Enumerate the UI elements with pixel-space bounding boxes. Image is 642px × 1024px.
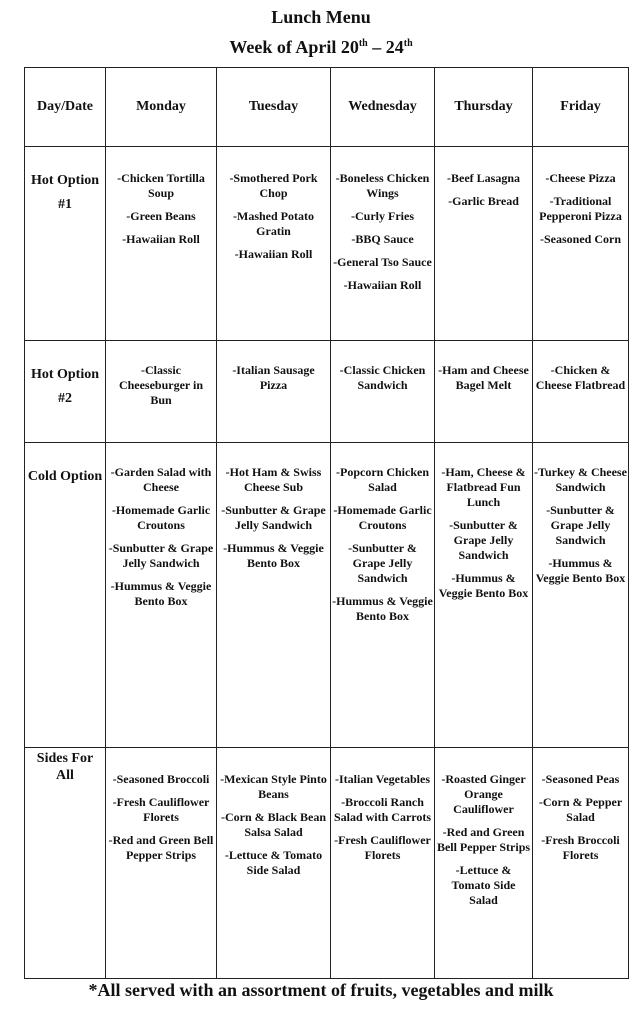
menu-item-list bbox=[217, 147, 330, 262]
menu-item: -Ham and Cheese Bagel Melt bbox=[438, 363, 529, 392]
menu-item-list bbox=[331, 147, 434, 293]
menu-item: -Garden Salad with Cheese bbox=[110, 465, 212, 494]
menu-item: -Cheese Pizza bbox=[545, 171, 616, 185]
menu-item-list bbox=[331, 748, 434, 863]
column-header-friday: Friday bbox=[533, 68, 629, 147]
row-label-line: Cold Option bbox=[27, 469, 103, 484]
row-cold-option bbox=[25, 443, 629, 748]
menu-cell-friday bbox=[533, 443, 629, 748]
menu-cell-thursday bbox=[435, 443, 533, 748]
menu-item: -Fresh Cauliflower Florets bbox=[112, 795, 210, 824]
lunch-menu-table bbox=[24, 67, 629, 979]
menu-item: -Sunbutter & Grape Jelly Sandwich bbox=[108, 541, 214, 570]
menu-item: -Hawaiian Roll bbox=[234, 247, 313, 261]
menu-item-list bbox=[106, 147, 216, 247]
menu-cell-wednesday bbox=[331, 443, 435, 748]
menu-item: -Italian Vegetables bbox=[334, 772, 430, 786]
menu-item: -General Tso Sauce bbox=[333, 255, 432, 269]
menu-item: -Hummus & Veggie Bento Box bbox=[438, 571, 529, 600]
menu-cell-wednesday bbox=[331, 147, 435, 341]
menu-cell-thursday bbox=[435, 748, 533, 979]
column-header-thursday: Thursday bbox=[435, 68, 533, 147]
column-header-monday: Monday bbox=[106, 68, 217, 147]
menu-item: -Beef Lasagna bbox=[447, 171, 520, 185]
menu-item: -Chicken Tortilla Soup bbox=[117, 171, 205, 200]
menu-item-list bbox=[435, 341, 532, 393]
menu-item-list bbox=[106, 443, 216, 609]
subtitle-prefix: Week of April 20 bbox=[229, 37, 359, 57]
menu-item: -Sunbutter & Grape Jelly Sandwich bbox=[546, 503, 615, 547]
menu-cell-thursday bbox=[435, 341, 533, 443]
menu-item: -Sunbutter & Grape Jelly Sandwich bbox=[348, 541, 417, 585]
row-label-line: Hot Option bbox=[30, 173, 100, 188]
menu-item-list bbox=[435, 443, 532, 601]
row-label-line: Sides For bbox=[36, 751, 94, 766]
column-header-day-date: Day/Date bbox=[25, 68, 106, 147]
menu-item: -Fresh Broccoli Florets bbox=[541, 833, 620, 862]
row-label bbox=[25, 341, 106, 443]
menu-item: -Traditional Pepperoni Pizza bbox=[539, 194, 622, 223]
header-row bbox=[25, 68, 629, 147]
menu-item: -Lettuce & Tomato Side Salad bbox=[451, 863, 516, 907]
menu-item: -Chicken & Cheese Flatbread bbox=[535, 363, 626, 392]
menu-item: -Lettuce & Tomato Side Salad bbox=[224, 848, 323, 877]
menu-item: -Classic Chicken Sandwich bbox=[339, 363, 426, 392]
menu-item-list bbox=[331, 341, 434, 393]
menu-item: -Seasoned Broccoli bbox=[112, 772, 210, 786]
menu-cell-wednesday bbox=[331, 748, 435, 979]
menu-item: -Hawaiian Roll bbox=[122, 232, 200, 246]
menu-item: -Smothered Pork Chop bbox=[229, 171, 318, 200]
menu-item: -Homemade Garlic Croutons bbox=[333, 503, 432, 532]
menu-item: -Mashed Potato Gratin bbox=[233, 209, 314, 238]
menu-item: -Hummus & Veggie Bento Box bbox=[332, 594, 433, 623]
menu-item: -Curly Fries bbox=[351, 209, 414, 223]
menu-item: -Fresh Cauliflower Florets bbox=[334, 833, 431, 862]
menu-cell-monday bbox=[106, 341, 217, 443]
column-header-tuesday: Tuesday bbox=[217, 68, 331, 147]
menu-item-list bbox=[331, 443, 434, 624]
row-label-line: #2 bbox=[58, 391, 72, 406]
row-hot-option-2 bbox=[25, 341, 629, 443]
menu-item-list bbox=[435, 748, 532, 908]
menu-item: -Red and Green Bell Pepper Strips bbox=[108, 833, 214, 862]
week-subtitle bbox=[0, 36, 642, 58]
menu-item-list bbox=[533, 341, 628, 393]
menu-cell-wednesday bbox=[331, 341, 435, 443]
menu-item: -Green Beans bbox=[126, 209, 196, 223]
menu-item: -Turkey & Cheese Sandwich bbox=[534, 465, 627, 494]
subtitle-mid: – 24 bbox=[367, 37, 404, 57]
menu-cell-friday bbox=[533, 341, 629, 443]
menu-item-list bbox=[106, 341, 216, 408]
row-label-line: All bbox=[56, 768, 74, 783]
menu-item-list bbox=[217, 341, 330, 393]
footnote: *All served with an assortment of fruits, vegetables and milk bbox=[88, 980, 554, 1000]
subtitle-superscript-1: th bbox=[358, 38, 368, 49]
menu-item: -Seasoned Corn bbox=[539, 232, 621, 246]
menu-item: -Broccoli Ranch Salad with Carrots bbox=[333, 795, 432, 824]
menu-item: -Hummus & Veggie Bento Box bbox=[223, 541, 324, 570]
column-header-wednesday: Wednesday bbox=[331, 68, 435, 147]
menu-item: -Italian Sausage Pizza bbox=[232, 363, 315, 392]
menu-item: -Red and Green Bell Pepper Strips bbox=[436, 825, 531, 854]
menu-item: -Garlic Bread bbox=[448, 194, 519, 208]
row-sides-for-all bbox=[25, 748, 629, 979]
row-label bbox=[25, 748, 106, 979]
menu-item-list bbox=[106, 748, 216, 863]
menu-item: -Hot Ham & Swiss Cheese Sub bbox=[225, 465, 322, 494]
menu-item: -Hawaiian Roll bbox=[343, 278, 422, 292]
menu-item: -Sunbutter & Grape Jelly Sandwich bbox=[449, 518, 518, 562]
menu-cell-friday bbox=[533, 147, 629, 341]
menu-item-list bbox=[533, 748, 628, 863]
menu-item: -Seasoned Peas bbox=[541, 772, 620, 786]
menu-item: -Roasted Ginger Orange Cauliflower bbox=[441, 772, 526, 816]
menu-item: -Hummus & Veggie Bento Box bbox=[535, 556, 626, 585]
row-label bbox=[25, 443, 106, 748]
menu-item: -Mexican Style Pinto Beans bbox=[220, 772, 327, 801]
menu-item: -Popcorn Chicken Salad bbox=[336, 465, 429, 494]
menu-item: -Ham, Cheese & Flatbread Fun Lunch bbox=[441, 465, 526, 509]
menu-item: -Corn & Black Bean Salsa Salad bbox=[221, 810, 326, 839]
menu-cell-tuesday bbox=[217, 443, 331, 748]
menu-item-list bbox=[533, 443, 628, 586]
row-label-line: Hot Option bbox=[30, 367, 100, 382]
menu-cell-tuesday bbox=[217, 147, 331, 341]
page-title: Lunch Menu bbox=[271, 7, 371, 27]
menu-item-list bbox=[435, 147, 532, 209]
menu-item: -Hummus & Veggie Bento Box bbox=[110, 579, 212, 608]
menu-item: -Homemade Garlic Croutons bbox=[111, 503, 211, 532]
menu-item: -Corn & Pepper Salad bbox=[538, 795, 623, 824]
row-label bbox=[25, 147, 106, 341]
menu-cell-thursday bbox=[435, 147, 533, 341]
menu-item-list bbox=[217, 443, 330, 571]
subtitle-superscript-2: th bbox=[403, 38, 413, 49]
menu-cell-monday bbox=[106, 748, 217, 979]
row-label-line: #1 bbox=[58, 197, 72, 212]
menu-cell-tuesday bbox=[217, 341, 331, 443]
menu-cell-monday bbox=[106, 443, 217, 748]
menu-item-list bbox=[533, 147, 628, 247]
menu-item: -Sunbutter & Grape Jelly Sandwich bbox=[221, 503, 326, 532]
menu-item: -Classic Cheeseburger in Bun bbox=[118, 363, 204, 407]
menu-cell-tuesday bbox=[217, 748, 331, 979]
menu-cell-friday bbox=[533, 748, 629, 979]
row-hot-option-1 bbox=[25, 147, 629, 341]
menu-item: -BBQ Sauce bbox=[351, 232, 414, 246]
menu-item-list bbox=[217, 748, 330, 878]
menu-cell-monday bbox=[106, 147, 217, 341]
menu-item: -Boneless Chicken Wings bbox=[335, 171, 430, 200]
